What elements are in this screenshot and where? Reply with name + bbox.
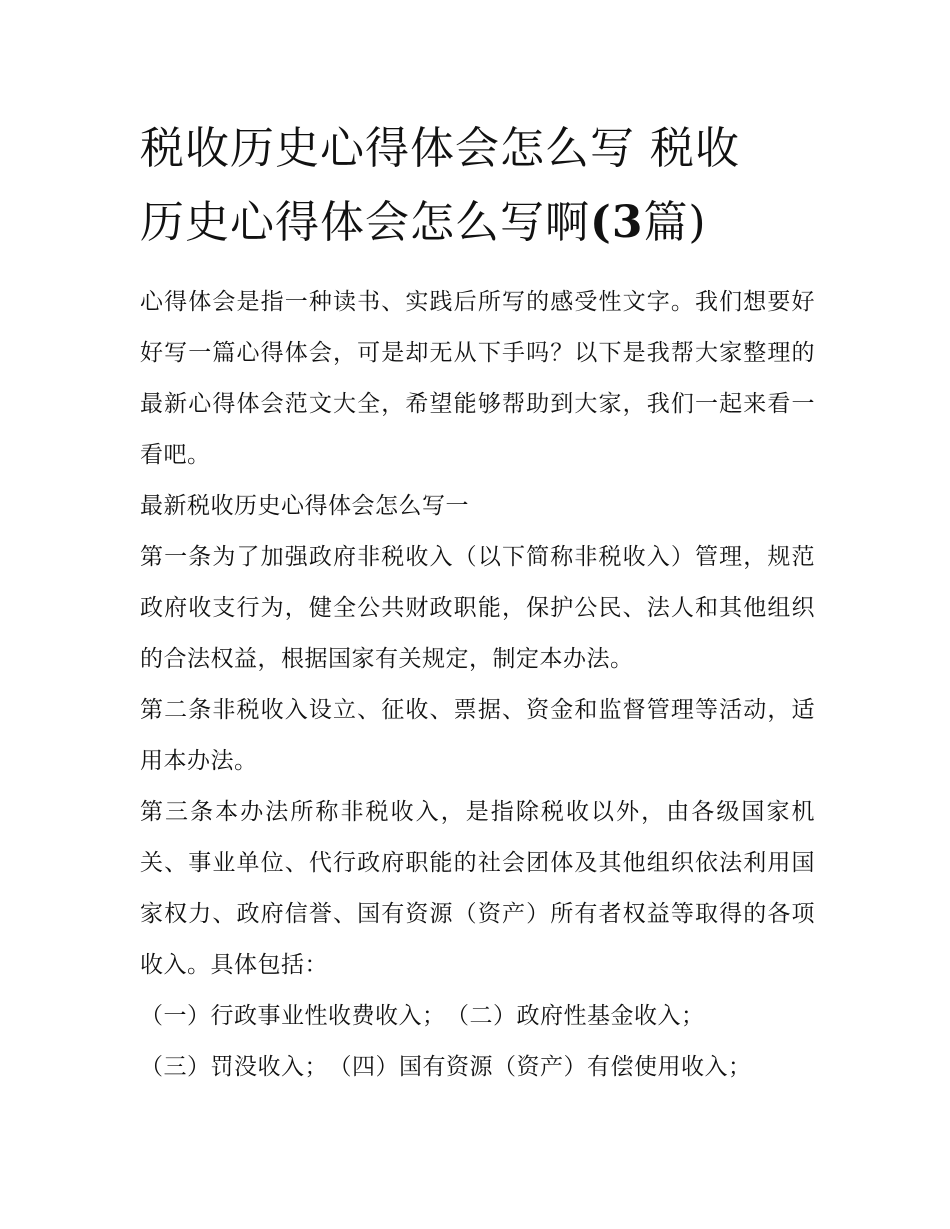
list-item-1-2: （一）行政事业性收费收入； （二）政府性基金收入； (140, 1003, 705, 1029)
intro-paragraph: 心得体会是指一种读书、实践后所写的感受性文字。我们想要好好写一篇心得体会，可是却无从下手吗？以下是我帮大家整理的最新心得体会范文大全，希望能够帮助到大家，我们一起来看一看吧。 (140, 289, 815, 468)
article-1-paragraph: 第一条为了加强政府非税收入（以下简称非税收入）管理，规范政府收支行为，健全公共财政职能，保护公民、法人和其他组织的合法权益，根据国家有关规定，制定本办法。 (140, 544, 815, 672)
article-3-paragraph: 第三条本办法所称非税收入，是指除税收以外，由各级国家机关、事业单位、代行政府职能的社会团体及其他组织依法利用国家权力、政府信誉、国有资源（资产）所有者权益等取得的各项收入。具体包括： (140, 799, 815, 978)
article-2-paragraph: 第二条非税收入设立、征收、票据、资金和监督管理等活动，适用本办法。 (140, 697, 815, 774)
document-body (140, 277, 815, 1093)
section-heading: 最新税收历史心得体会怎么写一 (140, 493, 469, 519)
document-title (140, 112, 820, 260)
title-line-2-suffix: 篇) (643, 197, 707, 248)
title-line-2-prefix: 历史心得体会怎么写啊 (140, 197, 590, 248)
title-count: (3 (590, 197, 644, 248)
list-item-3-4: （三）罚没收入； （四）国有资源（资产）有偿使用收入； (140, 1054, 752, 1080)
title-line-1: 税收历史心得体会怎么写 税收 (140, 123, 740, 174)
